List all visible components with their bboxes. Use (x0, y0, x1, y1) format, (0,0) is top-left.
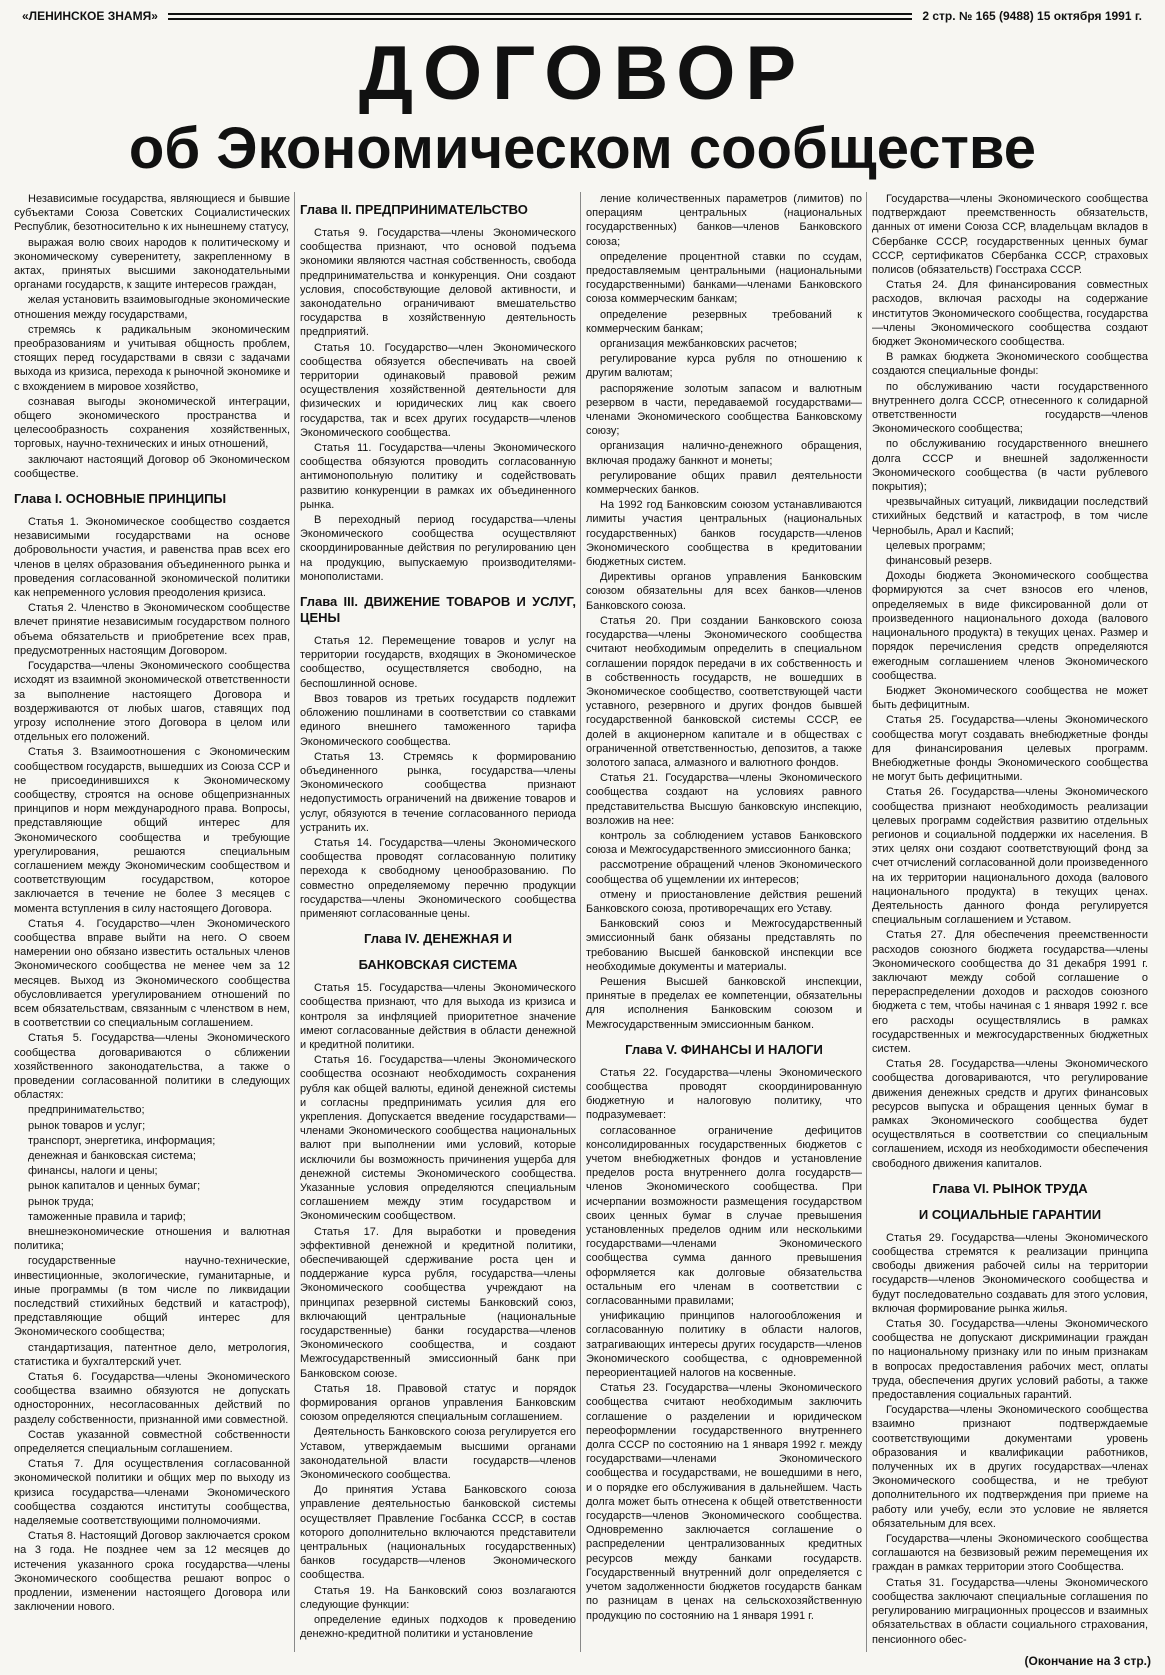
article-paragraph: Статья 15. Государства—члены Экономического сообщества признают, что для выхода из кризиса и контроля за инфляцией приоритетное значение имеют согласованные действия в области денежной и кредитной политики. (300, 982, 576, 1051)
column-divider (294, 192, 295, 1652)
article-paragraph: Статья 11. Государства—члены Экономического сообщества обязуются проводить согласованную антимонопольную политику и содействовать развитию конкуренции в рамках их объединенного рынка. (300, 442, 576, 511)
article-paragraph: согласованное ограничение дефицитов консолидированных государственных бюджетов с учетом внебюджетных фондов и установление пределов роста внутреннего долга государств—членов Экономического сообщества. При исчерпании возможности размещения государством своих ценных бумаг в случае превышения установленных пределов одним или несколькими государствами—членами Экономического сообщества сумма данного превышения оформляется как долговые обязательства остальным его членам в соответствии с согласованными правилами; (586, 1124, 862, 1308)
list-item: финансовый резерв. (886, 555, 993, 568)
column-1 (14, 192, 290, 1652)
article-paragraph: Статья 13. Стремясь к формированию объединенного рынка, государства—члены Экономического сообщества признают недопустимость ограничений на движение товаров и услуг, обязуются в течение согласованного периода устранить их. (300, 750, 576, 834)
list-item: таможенные правила и тариф; (28, 1210, 186, 1223)
list-item: стандартизация, патентное дело, метрология, статистика и бухгалтерский учет. (14, 1341, 290, 1368)
chapter-heading: Глава II. ПРЕДПРИНИМАТЕЛЬСТВО (300, 202, 528, 217)
preamble-paragraph: желая установить взаимовыгодные экономические отношения между государствами, (14, 294, 290, 321)
article-paragraph: Статья 28. Государства—члены Экономического сообщества договариваются, что регулирование движения денежных средств и других финансовых ресурсов выпуска и обращения ценных бумаг в рамках Экономического сообщества будет осуществляться в соответствии со специальным соглашением, исходя из необходимости обеспечения свободного движения капиталов. (872, 1058, 1148, 1170)
preamble-paragraph: выражая волю своих народов к политическому и экономическому суверенитету, закрепленному в актах, принятых высшими законодательными органами государств, к защите интересов граждан, (14, 236, 290, 292)
list-item: внешнеэкономические отношения и валютная политика; (14, 1226, 290, 1253)
article-paragraph: отмену и приостановление действия решений Банковского союза, противоречащих его Уставу. (586, 888, 862, 915)
article-paragraph: Статья 8. Настоящий Договор заключается сроком на 3 года. Не позднее чем за 12 месяцев до истечения указанного срока государства—члены Экономического сообщества решают вопрос о продлении, изменении настоящего Договора или заключении нового. (14, 1530, 290, 1614)
preamble-paragraph: сознавая выгоды экономической интеграции, общего экономического пространства и целесообразность сохранения хозяйственных, торговых, научно-технических и иных отношений, (14, 395, 290, 451)
article-paragraph: Статья 2. Членство в Экономическом сообществе влечет принятие независимым государством полного объема обязательств и приобретение всех прав, предусмотренных настоящим Договором. (14, 602, 290, 657)
article-paragraph: Доходы бюджета Экономического сообщества формируются за счет взносов его членов, определяемых в виде фиксированной доли от произведенного национального дохода (валового национального продукта) в текущих ценах. Размер и порядок перечисления средств определяются ежегодным соглашением членов Экономического сообщества. (872, 570, 1148, 682)
list-item: предпринимательство; (28, 1104, 145, 1117)
article-paragraph: Статья 6. Государства—члены Экономического сообщества взаимно обязуются не допускать односторонних, несогласованных действий по разделу собственности, признанной ими совместной. (14, 1371, 290, 1426)
chapter-heading: Глава I. ОСНОВНЫЕ ПРИНЦИПЫ (14, 491, 227, 507)
article-paragraph: До принятия Устава Банковского союза управление деятельностью банковской системы осуществляет Правление Госбанка СССР, в состав которого дополнительно включаются представители центральных (национальных государственных) банков государств—членов Экономического сообщества. (300, 1484, 576, 1582)
article-paragraph: определение резервных требований к коммерческим банкам; (586, 308, 862, 335)
article-paragraph: Ввоз товаров из третьих государств подлежит обложению пошлинами в соответствии со ставками единого внешнего таможенного тарифа Экономического сообщества. (300, 692, 576, 748)
masthead (22, 6, 1142, 26)
article-paragraph: Статья 7. Для осуществления согласованной экономической политики и общих мер по выходу из кризиса государства—членами Экономического сообщества создаются институты сообщества, наделяемые соответствующими полномочиями. (14, 1458, 290, 1528)
article-paragraph: Статья 17. Для выработки и проведения эффективной денежной и кредитной политики, обеспечивающей сдерживание роста цен и поддержание курса рубля, государства—члены Экономического сообщества учреждают на принципах резервной системы Банковский союз, включающий центральные (национальные государственные) банки государства—членов Экономического сообщества, и создают Межгосударственный эмиссионный банк при Банковском союзе. (300, 1225, 576, 1380)
article-paragraph: регулирование общих правил деятельности коммерческих банков. (586, 469, 862, 497)
column-4 (872, 192, 1148, 1652)
article-paragraph: Бюджет Экономического сообщества не может быть дефицитным. (872, 684, 1148, 712)
document-title: ДОГОВОР (358, 31, 807, 116)
list-item: денежная и банковская система; (28, 1150, 196, 1162)
article-paragraph: определение процентной ставки по ссудам, предоставляемым центральными (национальными государственными) банками—членами Банковского союза коммерческим банкам; (586, 250, 862, 306)
list-item: транспорт, энергетика, информация; (28, 1134, 216, 1147)
article-paragraph: ление количественных параметров (лимитов) по операциям центральных (национальных государственных) банков—членов Банковского союза; (586, 193, 862, 248)
column-3 (586, 192, 862, 1652)
article-paragraph: Статья 19. На Банковский союз возлагаются следующие функции: (300, 1584, 576, 1611)
list-item: рынок товаров и услуг; (28, 1119, 146, 1132)
list-item: государственные научно-технические, инвестиционные, экологические, гуманитарные, и иные программы (в том числе по ликвидации последствий стихийных бедствий и катастроф), представляющие общий интерес для Экономического сообщества; (14, 1255, 290, 1339)
article-paragraph: На 1992 год Банковским союзом устанавливаются лимиты участия центральных (национальных государственных) банков государств—членов Экономического сообщества в кредитовании бюджетных систем. (586, 499, 862, 569)
column-divider (866, 192, 867, 1652)
article-paragraph: Статья 9. Государства—члены Экономического сообщества признают, что основой подъема экономики являются частная собственность, свобода предпринимательства и конкуренция. Они создают условия, способствующие деловой активности, и законодательно ограничивают вмешательство государства в хозяйственную деятельность предприятий. (300, 227, 576, 339)
list-item: рынок капиталов и ценных бумаг; (28, 1180, 201, 1193)
column-2 (300, 192, 576, 1652)
article-paragraph: Статья 16. Государства—члены Экономического сообщества осознают необходимость сохранения рубля как общей валюты, единой денежной системы и согласны предпринимать усилия для его укрепления. Допускается введение государствами—членами Экономического сообщества национальных валют при выполнении ими условий, которые исключили бы возможность причинения ущерба для денежной системы Экономического сообщества. Указанные условия определяются специальным соглашением между этим государством и Экономическим сообществом. (300, 1054, 576, 1223)
article-paragraph: Статья 25. Государства—члены Экономического сообщества могут создавать внебюджетные фонды для финансирования целевых программ. Внебюджетные фонды Экономического сообщества не могут быть дефицитными. (872, 714, 1148, 784)
article-paragraph: Статья 18. Правовой статус и порядок формирования органов управления Банковским союзом определяются специальным соглашением. (300, 1382, 576, 1424)
article-paragraph: Решения Высшей банковской инспекции, принятые в пределах ее компетенции, обязательны для исполнения Банковским союзом и Межгосударственным эмиссионным банком. (586, 975, 862, 1031)
article-paragraph: Деятельность Банковского союза регулируется его Уставом, утверждаемым высшими органами законодательной власти государств—членов Экономического сообщества. (300, 1426, 576, 1482)
article-paragraph: Статья 23. Государства—члены Экономического сообщества считают необходимым заключить соглашение о разделении и юридическом переоформлении государственного внутреннего долга СССР по состоянию на 1 января 1992 г. между государствами—членами Экономического сообщества и государствами, не вошедшими в него, и о порядке его обслуживания в дальнейшем. Часть долга может быть отнесена к общей ответственности государств—членов Экономического сообщества. Одновременно заключается соглашение о распределении централизованных кредитных ресурсов между банками государств. Государственный внутренний долг определяется с учетом задолженности бюджетов государств банкам по разницам в ценах на сельскохозяйственную продукцию по состоянию на 1 января 1991 г. (586, 1382, 862, 1622)
article-paragraph: унификацию принципов налогообложения и согласованную политику в области налогов, затрагивающих интересы других государств—членов Экономического сообщества, с одновременной переориентацией налогов на косвенные. (586, 1310, 862, 1380)
list-item: финансы, налоги и цены; (28, 1165, 158, 1178)
continuation-note: (Окончание на 3 стр.) (1024, 1654, 1151, 1668)
article-paragraph: Статья 29. Государства—члены Экономического сообщества стремятся к реализации принципа свободы движения рабочей силы на территории государств—членов Экономического сообщества и будут последовательно создавать для этого условия, включая формирование рынка жилья. (872, 1231, 1148, 1315)
article-paragraph: Статья 4. Государство—член Экономического сообщества вправе выйти на него. О своем намерении оно обязано известить остальных членов Экономического сообщества не менее чем за 12 месяцев. Выход из Экономического сообщества обусловливается урегулированием отношений по всем обязательствам, связанным с членством в нем, в соответствии со специальным соглашением. (14, 917, 290, 1030)
article-paragraph: Состав указанной совместной собственности определяется специальным соглашением. (14, 1428, 290, 1456)
list-item: по обслуживанию государственного внешнего долга СССР и внешней задолженности Экономического сообщества (в части рублевого покрытия); (872, 438, 1148, 494)
article-paragraph: Государства—члены Экономического сообщества соглашаются на безвизовый режим перемещения их граждан в рамках территории этого Сообщества. (872, 1533, 1148, 1574)
chapter-heading: Глава III. ДВИЖЕНИЕ ТОВАРОВ И УСЛУГ, ЦЕНЫ (300, 594, 576, 626)
article-paragraph: регулирование курса рубля по отношению к другим валютам; (586, 353, 862, 380)
list-item: по обслуживанию части государственного внутреннего долга СССР, отнесенного к солидарной ответственности государств—членов Экономического сообщества; (872, 380, 1148, 436)
article-paragraph: организация межбанковских расчетов; (600, 338, 798, 351)
preamble-paragraph: стремясь к радикальным экономическим преобразованиям и учитывая общность проблем, стоящих перед государствами в связи с задачами выхода из кризиса, перехода к рыночной экономике и с вхождением в мировое хозяйство, (14, 323, 290, 393)
article-paragraph: В рамках бюджета Экономического сообщества создаются специальные фонды: (872, 351, 1148, 378)
article-paragraph: организация налично-денежного обращения, включая продажу банкнот и монеты; (586, 440, 862, 467)
newspaper-name: «ЛЕНИНСКОЕ ЗНАМЯ» (22, 9, 158, 23)
article-paragraph: Государства—члены Экономического сообщества исходят из взаимной экономической ответственности за выполнение настоящего Договора и воздерживаются от любых шагов, ставящих под угрозу исполнение этого Договора в целом или отдельных его положений. (14, 660, 290, 744)
chapter-heading: И СОЦИАЛЬНЫЕ ГАРАНТИИ (918, 1206, 1102, 1222)
article-paragraph: Статья 5. Государства—члены Экономического сообщества договариваются о сближении хозяйственного законодательства, а также о проведении согласованной политики в следующих областях: (14, 1032, 290, 1102)
chapter-heading: БАНКОВСКАЯ СИСТЕМА (358, 957, 518, 973)
article-paragraph: распоряжение золотым запасом и валютным резервом в части, передаваемой государствами—членами Экономического сообщества Банковскому союзу; (586, 382, 862, 438)
article-paragraph: Директивы органов управления Банковским союзом обязательны для всех банков—членов Банковского союза. (586, 571, 862, 612)
article-paragraph: Статья 27. Для обеспечения преемственности расходов союзного бюджета государства—члены Экономического сообщества до 31 декабря 1991 г. заключают между собой соглашение о перераспределении доходов и расходов союзного бюджета с тем, чтобы начиная с 1 января 1992 г. все его расходы осуществлялись в рамках государственных и межгосударственных бюджетных систем. (872, 929, 1148, 1055)
document-subtitle: об Экономическом сообществе (128, 116, 1037, 181)
list-item: чрезвычайных ситуаций, ликвидации последствий стихийных бедствий и катастроф, в том числе Чернобыль, Арал и Каспий; (872, 496, 1148, 537)
article-paragraph: контроль за соблюдением уставов Банковского союза и Межгосударственного эмиссионного банка; (586, 829, 862, 857)
article-paragraph: определение единых подходов к проведению денежно-кредитной политики и установление (300, 1614, 576, 1641)
article-paragraph: Статья 12. Перемещение товаров и услуг на территории государств, входящих в Экономическое сообщество, осуществляется свободно, на беспошлинной основе. (300, 635, 576, 690)
article-paragraph: Статья 22. Государства—члены Экономического сообщества проводят скоординированную бюджетную и налоговую политику, что подразумевает: (586, 1066, 862, 1122)
article-paragraph: Статья 26. Государства—члены Экономического сообщества признают необходимость реализации целевых программ содействия развитию отдельных регионов и социальной поддержки их населения. В этих целях они создают соответствующий фонд за счет отчислений согласованной доли произведенного на их территории национального дохода (валового национального продукта) в текущих ценах. Деятельность данного фонда регулируется специальным соглашением и Уставом. (872, 786, 1148, 927)
article-paragraph: Статья 20. При создании Банковского союза государства—члены Экономического сообщества считают необходимым определить в специальном соглашении порядок передачи в их собственность и в собственность государств, не вошедших в Экономическое сообщество, соответствующей части уставного, резервного и других фондов бывшей государственной банковской системы СССР, ее долей в акционерном капитале и в обществах с ограниченной ответственностью, депозитов, а также золотого запаса, алмазного и валютного фондов. (586, 614, 862, 769)
column-divider (580, 192, 581, 1652)
list-item: рынок труда; (28, 1195, 94, 1208)
list-item: целевых программ; (886, 539, 986, 552)
chapter-heading: Глава VI. РЫНОК ТРУДА (932, 1180, 1088, 1196)
preamble-paragraph: заключают настоящий Договор об Экономическом сообществе. (14, 453, 290, 480)
masthead-rule (168, 13, 913, 20)
article-paragraph: Статья 14. Государства—члены Экономического сообщества проводят согласованную политику перехода к свободному ценообразованию. По совместно определяемому перечню продукции государства—члены Экономического сообщества применяют согласованные цены. (300, 836, 576, 920)
article-paragraph: Статья 3. Взаимоотношения с Экономическим сообществом государств, вышедших из Союза ССР и не присоединившихся к Экономическому сообществу, строятся на основе общепризнанных принципов и норм международного права. Вопросы, представляющие общий интерес для Экономического сообщества и требующие урегулирования, решаются специальным соглашением между Экономическим сообществом и соответствующим государством, которое заключается в течение не более 3 месяцев с момента вступления в силу настоящего Договора. (14, 746, 290, 915)
article-paragraph: Статья 24. Для финансирования совместных расходов, включая расходы на содержание институтов Экономического сообщества, государства—члены Экономического сообщества создают бюджет Экономического сообщества. (872, 279, 1148, 349)
issue-info: 2 стр. № 165 (9488) 15 октября 1991 г. (922, 9, 1142, 23)
article-paragraph: Статья 10. Государство—член Экономического сообщества обязуется обеспечивать на своей территории одинаковый правовой режим осуществления хозяйственной деятельности для физических и юридических лиц как своего государства, так и всех других государств—членов Экономического сообщества. (300, 341, 576, 439)
article-paragraph: Статья 1. Экономическое сообщество создается независимыми государствами на основе добровольности участия, и равенства прав всех его членов в целях образования объединенного рынка и проведения согласованной экономической политики как непременного условия преодоления кризиса. (14, 516, 290, 600)
article-paragraph: Государства—члены Экономического сообщества взаимно признают подтверждаемые соответствующими документами уровень образования и квалификации работников, полученных их в других государствах—членах Экономического сообщества, и не требуют дополнительного их подтверждения при приеме на работу или учебу, если это условие не является обязательным для всех. (872, 1404, 1148, 1530)
article-paragraph: Статья 30. Государства—члены Экономического сообщества не допускают дискриминации граждан по национальному признаку или по иным признакам в вопросах предоставления рабочих мест, оплаты труда, обеспечения других условий работы, а также предоставления социальных гарантий. (872, 1318, 1148, 1402)
chapter-heading: Глава V. ФИНАНСЫ И НАЛОГИ (625, 1041, 823, 1057)
article-paragraph: Государства—члены Экономического сообщества подтверждают преемственность обязательств, данных от имени Союза ССР, владельцам вкладов в Сбербанке СССР, государственных ценных бумаг СССР, сертификатов Сбербанка СССР, страховых полисов (обязательств) Госстраха СССР. (872, 193, 1148, 277)
article-paragraph: Статья 31. Государства—члены Экономического сообщества заключают специальные соглашения по регулированию миграционных процессов и взаимных обязательствах в области социального страхования, пенсионного обес- (872, 1576, 1148, 1646)
article-paragraph: Статья 21. Государства—члены Экономического сообщества создают на условиях равного представительства Высшую банковскую инспекцию, возложив на нее: (586, 772, 862, 827)
article-paragraph: В переходный период государства—члены Экономического сообщества осуществляют скоординированные действия по регулированию цен на продукцию, выпускаемую производителями-монополистами. (300, 514, 576, 583)
chapter-heading: Глава IV. ДЕНЕЖНАЯ И (363, 931, 512, 947)
preamble-paragraph: Независимые государства, являющиеся и бывшие субъектами Союза Советских Социалистических Республик, безотносительно к их нынешнему статусу, (14, 193, 290, 234)
article-paragraph: Банковский союз и Межгосударственный эмиссионный банк обязаны представлять по требованию Высшей банковской инспекции все необходимые документы и материалы. (586, 918, 862, 973)
article-paragraph: рассмотрение обращений членов Экономического сообщества об ущемлении их интересов; (586, 859, 862, 886)
